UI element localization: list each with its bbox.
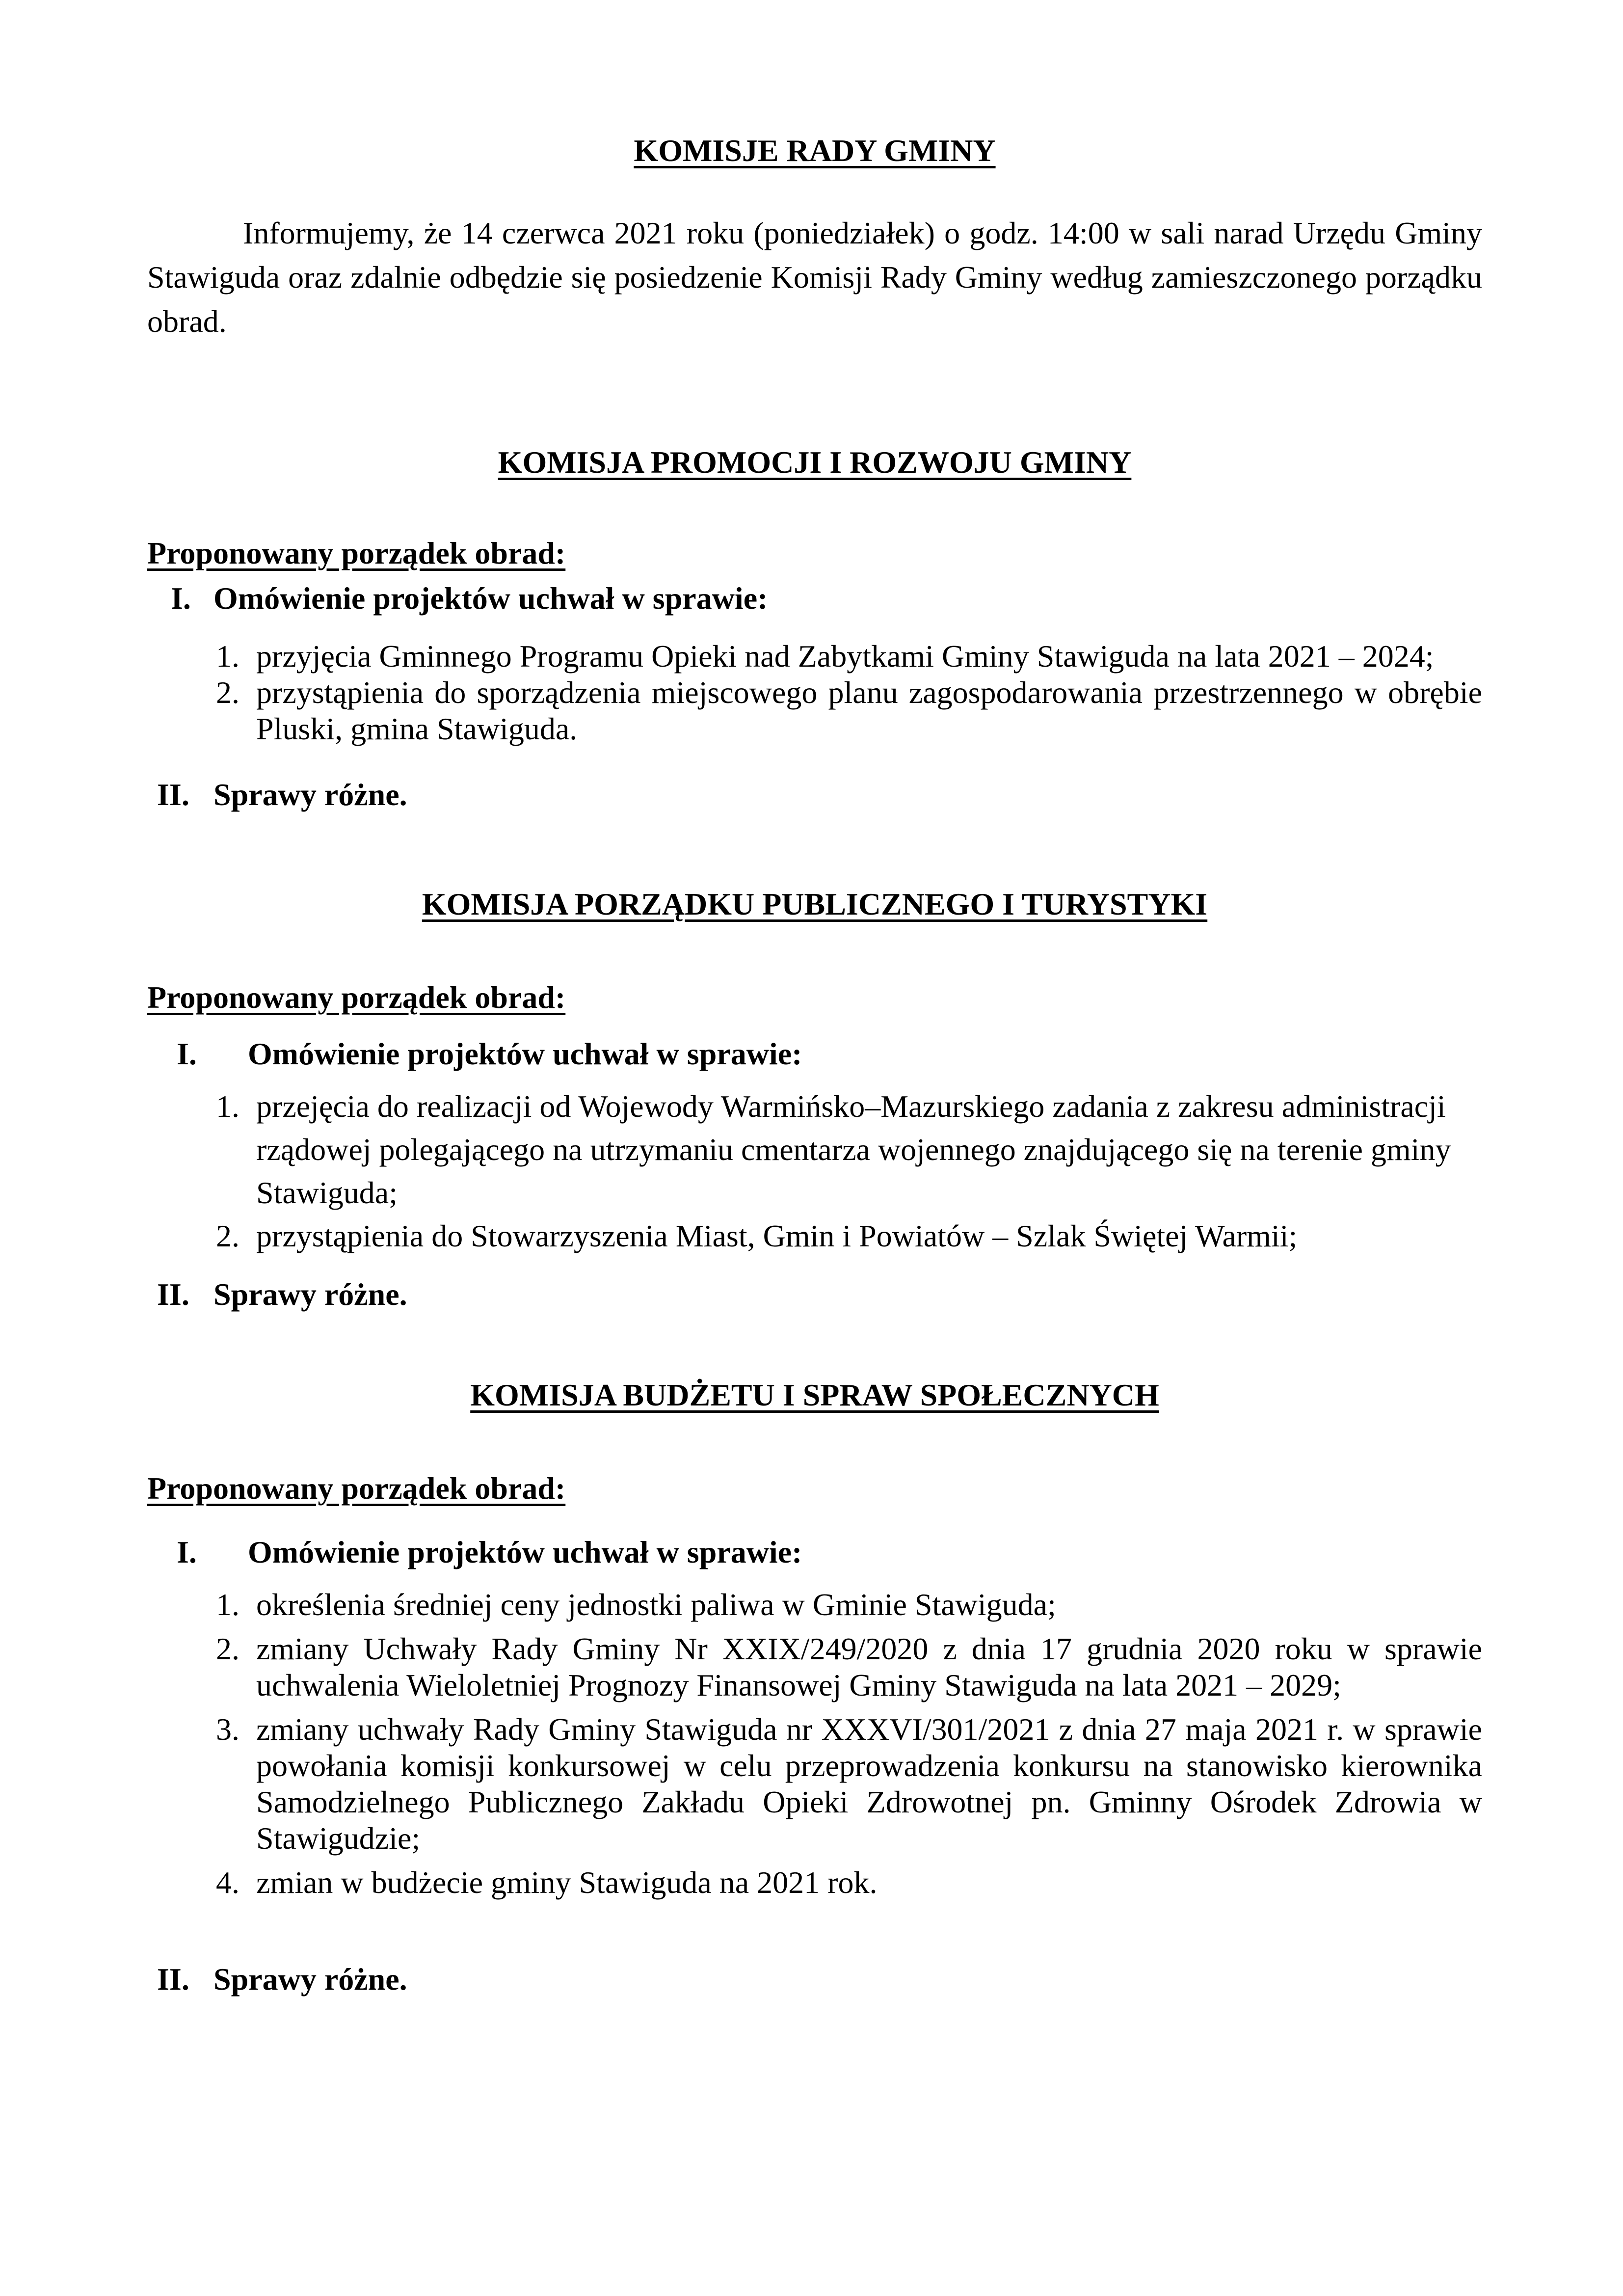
committee-title: KOMISJA BUDŻETU I SPRAW SPOŁECZNYCH	[470, 1378, 1159, 1412]
list-item	[216, 1864, 1482, 1901]
agenda-label: Proponowany porządek obrad:	[147, 1471, 566, 1506]
item-text: przyjęcia Gminnego Programu Opieki nad Zabytkami Gminy Stawiguda na lata 2021 – 2024;	[256, 639, 1434, 674]
item-text: zmiany Uchwały Rady Gminy Nr XXIX/249/2020 z dnia 17 grudnia 2020 roku w sprawie uchwalenia Wieloletniej Prognozy Finansowej Gminy Stawiguda na lata 2021 – 2029;	[256, 1631, 1482, 1702]
section-number: I.	[171, 581, 191, 616]
item-text: przystąpienia do sporządzenia miejscowego planu zagospodarowania przestrzennego w obrębie Pluski, gmina Stawiguda.	[256, 675, 1482, 746]
agenda-label: Proponowany porządek obrad:	[147, 536, 566, 570]
resolution-list	[216, 638, 1482, 747]
list-item	[216, 1587, 1482, 1623]
item-text: przystąpienia do Stowarzyszenia Miast, Gmin i Powiatów – Szlak Świętej Warmii;	[256, 1218, 1298, 1253]
list-item	[216, 1085, 1482, 1215]
section-label: Omówienie projektów uchwał w sprawie:	[248, 1535, 802, 1569]
resolution-list	[216, 1085, 1482, 1258]
item-number: 1.	[216, 639, 239, 674]
list-item	[216, 1215, 1482, 1258]
list-item	[216, 638, 1482, 675]
document-title: KOMISJE RADY GMINY	[634, 133, 996, 168]
section-number: II.	[157, 1962, 189, 1997]
committee-title: KOMISJA PROMOCJI I ROZWOJU GMINY	[498, 445, 1132, 480]
agenda-label: Proponowany porządek obrad:	[147, 980, 566, 1015]
list-item	[216, 1711, 1482, 1857]
list-item	[216, 1631, 1482, 1703]
item-number: 1.	[216, 1089, 239, 1124]
item-number: 4.	[216, 1865, 239, 1900]
section-label: Sprawy różne.	[213, 777, 407, 812]
item-number: 1.	[216, 1587, 239, 1622]
section-label: Omówienie projektów uchwał w sprawie:	[248, 1036, 802, 1071]
list-item	[216, 675, 1482, 747]
item-text: zmian w budżecie gminy Stawiguda na 2021 rok.	[256, 1865, 878, 1900]
committee-title: KOMISJA PORZĄDKU PUBLICZNEGO I TURYSTYKI	[422, 887, 1208, 921]
section-number: I.	[177, 1036, 197, 1071]
section-label: Sprawy różne.	[213, 1962, 407, 1997]
section-label: Omówienie projektów uchwał w sprawie:	[213, 581, 768, 616]
item-text: określenia średniej ceny jednostki paliwa w Gminie Stawiguda;	[256, 1587, 1056, 1622]
item-text: przejęcia do realizacji od Wojewody Warmińsko–Mazurskiego zadania z zakresu administracji rządowej polegającego na utrzymaniu cmentarza wojennego znajdującego się na terenie gminy Stawiguda;	[256, 1089, 1451, 1210]
resolution-list	[216, 1587, 1482, 1901]
section-number: I.	[177, 1535, 197, 1569]
item-number: 2.	[216, 1631, 239, 1666]
item-number: 2.	[216, 675, 239, 710]
item-number: 2.	[216, 1218, 239, 1253]
item-text: zmiany uchwały Rady Gminy Stawiguda nr XXXVI/301/2021 z dnia 27 maja 2021 r. w sprawie powołania komisji konkursowej w celu przeprowadzenia konkursu na stanowisko kierownika Samodzielnego Publicznego Zakładu Opieki Zdrowotnej pn. Gminny Ośrodek Zdrowia w Stawigudzie;	[256, 1712, 1482, 1856]
section-number: II.	[157, 1277, 189, 1312]
section-label: Sprawy różne.	[213, 1277, 407, 1312]
intro-paragraph: Informujemy, że 14 czerwca 2021 roku (poniedziałek) o godz. 14:00 w sali narad Urzędu Gminy Stawiguda oraz zdalnie odbędzie się posiedzenie Komisji Rady Gminy według zamieszczonego porządku obrad.	[147, 216, 1482, 339]
section-number: II.	[157, 777, 189, 812]
item-number: 3.	[216, 1712, 239, 1747]
